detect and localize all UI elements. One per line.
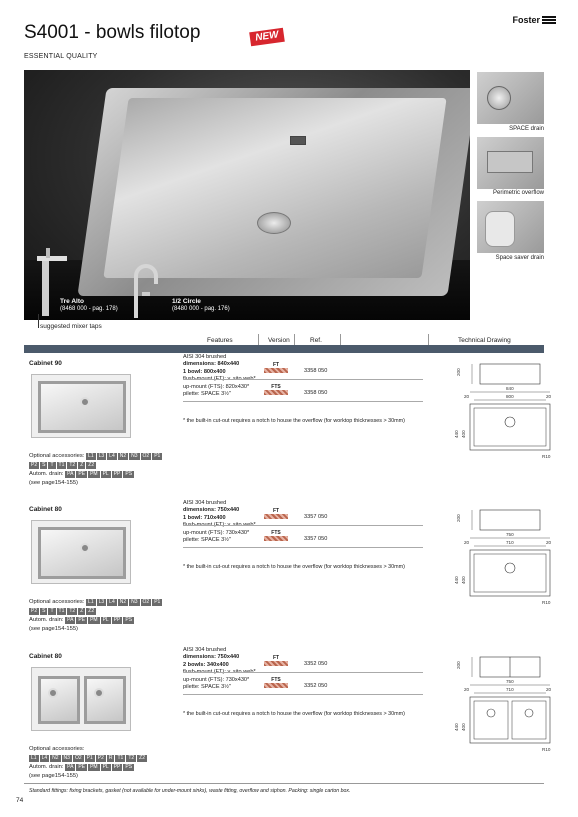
tap-name-2: 1/2 Circle (172, 298, 201, 305)
dim-h-in: 400 (461, 576, 466, 584)
drain-icon (48, 688, 58, 698)
col-drawing: Technical Drawing (458, 337, 511, 344)
tap-half-circle-icon (128, 262, 164, 318)
dim-radius: R10 (542, 454, 551, 459)
thumb-label-space-saver: Space saver drain (495, 255, 544, 261)
version-swatch (264, 683, 288, 688)
version-label: FTS (271, 384, 281, 390)
dim-h-out: 440 (454, 723, 459, 731)
version-badge (264, 384, 288, 395)
acc-chip[interactable]: P1 (154, 453, 161, 459)
tap-ref-1: (8468 000 - pag. 178) (60, 306, 118, 312)
drain-chip[interactable]: PS (125, 617, 133, 623)
acc-chip[interactable]: R (108, 755, 113, 761)
dim-w-out: 750 (506, 532, 514, 537)
tap-name-1: Tre Alto (60, 298, 84, 305)
thumb-overflow (477, 137, 544, 189)
spec-line: pilette: SPACE 3½" (183, 684, 231, 690)
overflow-slot-icon (290, 136, 306, 145)
row-rule (183, 547, 423, 548)
dim-radius: R10 (542, 747, 551, 752)
product-photo (31, 520, 131, 584)
page-subtitle: ESSENTIAL QUALITY (24, 53, 98, 60)
dim-h-out: 440 (454, 430, 459, 438)
acc-row (29, 461, 163, 470)
technical-drawing (450, 354, 560, 464)
dim-top-h: 200 (456, 661, 461, 669)
drain-chip[interactable]: PM (90, 471, 98, 477)
acc-chip[interactable]: L4 (109, 599, 115, 605)
version-label: FTS (271, 677, 281, 683)
version-label: FT (272, 655, 280, 661)
acc-row (29, 754, 148, 763)
acc-label: Optional accessories: (29, 746, 85, 752)
acc-row (29, 452, 163, 461)
acc-chip[interactable]: N3 (131, 599, 138, 605)
dim-w-in: 710 (506, 540, 514, 545)
col-divider (428, 334, 429, 345)
version-swatch (264, 368, 288, 373)
acc-chip[interactable]: P1 (154, 599, 161, 605)
dim-m-left: 20 (464, 394, 470, 399)
spec-line: dimensions: 840x440 (183, 361, 240, 368)
drain-chip[interactable]: PP (113, 471, 121, 477)
drain-chip[interactable]: PL (102, 764, 109, 770)
acc-chip[interactable]: T2 (128, 755, 135, 761)
drain-chip[interactable]: PM (90, 764, 98, 770)
drain-chip[interactable]: PL (102, 617, 109, 623)
see-page: (see page154-155) (29, 480, 78, 486)
dim-m-right: 20 (546, 540, 552, 545)
acc-chip[interactable]: T2 (69, 608, 76, 614)
page-number: 74 (16, 797, 24, 804)
spec-line: pilette: SPACE 3½" (183, 537, 231, 543)
acc-chip[interactable]: S (42, 462, 46, 468)
spec-line: pilette: SPACE 3½" (183, 391, 231, 397)
drain-chip[interactable]: PS (125, 471, 133, 477)
acc-chip[interactable]: Z2 (139, 755, 146, 761)
ref-code: 3352 050 (304, 683, 328, 689)
spec-line: AISI 304 brushed (183, 354, 227, 360)
drain-chip[interactable]: PM (90, 617, 98, 623)
dim-h-out: 440 (454, 576, 459, 584)
row-rule (183, 401, 423, 402)
acc-chip[interactable]: P2 (31, 608, 38, 614)
header-rule (24, 345, 544, 353)
version-swatch (264, 661, 288, 666)
drain-icon (257, 212, 291, 234)
ref-code: 3358 050 (304, 390, 328, 396)
acc-chip[interactable]: L3 (98, 453, 105, 459)
drain-chip[interactable]: PA (67, 764, 74, 770)
acc-chip[interactable]: Z2 (88, 462, 95, 468)
spec-line: up-mount (FTS): 730x430* (183, 529, 250, 536)
version-badge (264, 362, 288, 373)
drain-chip[interactable]: PS (125, 764, 133, 770)
dim-w-out: 750 (506, 679, 514, 684)
acc-chip[interactable]: T (50, 462, 54, 468)
acc-chip[interactable]: Z (80, 608, 84, 614)
acc-chip[interactable]: T1 (58, 608, 65, 614)
spec-line: up-mount (FTS): 820x430* (183, 383, 250, 390)
col-ref: Ref. (310, 337, 322, 344)
acc-chip[interactable]: Z2 (88, 608, 95, 614)
drain-icon (80, 397, 90, 407)
dim-radius: R10 (542, 600, 551, 605)
dim-w-out: 840 (506, 386, 514, 391)
spec-line: up-mount (FTS): 730x430* (183, 676, 250, 683)
drain-chip[interactable]: PP (113, 764, 121, 770)
drain-label: Autom. drain: (29, 764, 64, 770)
acc-chip[interactable]: N3 (63, 755, 70, 761)
acc-chip[interactable]: L3 (98, 599, 105, 605)
acc-label: Optional accessories: (29, 453, 85, 459)
acc-chip[interactable]: L1 (31, 755, 37, 761)
dim-m-left: 20 (464, 687, 470, 692)
drain-chip[interactable]: PL (102, 471, 109, 477)
thumb-label-overflow: Perimetric overflow (492, 190, 544, 196)
acc-chip[interactable]: N2 (119, 453, 127, 459)
technical-drawing (450, 500, 560, 610)
brand-logo: Foster (512, 15, 540, 25)
acc-chip[interactable]: T1 (58, 462, 65, 468)
acc-chip[interactable]: L1 (88, 599, 94, 605)
acc-chip[interactable]: T1 (117, 755, 124, 761)
product-photo (31, 667, 131, 731)
footer-rule (24, 783, 544, 784)
section-title: Cabinet 80 (29, 653, 62, 660)
version-swatch (264, 514, 288, 519)
thumb-space-drain (477, 72, 544, 124)
acc-chip[interactable]: P1 (86, 755, 93, 761)
version-label: FTS (271, 530, 281, 536)
suggested-taps-label: suggested mixer taps (40, 323, 102, 330)
row-rule (183, 525, 423, 526)
see-page: (see page154-155) (29, 773, 78, 779)
spec-line: AISI 304 brushed (183, 647, 227, 653)
row-rule (183, 379, 423, 380)
acc-chip[interactable]: T (50, 608, 54, 614)
acc-chip[interactable]: N3 (131, 453, 138, 459)
acc-chip[interactable]: T2 (69, 462, 76, 468)
col-divider (294, 334, 295, 345)
drain-row (29, 763, 148, 772)
version-badge (264, 530, 288, 541)
accessories-block (29, 745, 148, 781)
cutout-note: * the built-in cut-out requires a notch to house the overflow (for worktop thicknesses > 30mm) (183, 418, 405, 424)
acc-chip[interactable]: S (42, 608, 46, 614)
drain-chip[interactable]: PA (67, 471, 74, 477)
hero-image (24, 70, 470, 320)
technical-drawing (450, 647, 560, 757)
spec-line: 2 bowls: 340x400 (183, 661, 229, 668)
brand-mark-icon (542, 16, 556, 25)
ref-code: 3352 050 (304, 661, 328, 667)
spec-line: 1 bowl: 800x400 (183, 368, 226, 375)
dim-h-in: 400 (461, 723, 466, 731)
col-divider (258, 334, 259, 345)
accessories-block (29, 452, 163, 488)
drain-row (29, 470, 163, 479)
ref-code: 3357 050 (304, 536, 328, 542)
acc-chip[interactable]: O2 (142, 453, 150, 459)
acc-chip[interactable]: Z (80, 462, 84, 468)
drain-chip[interactable]: PE (78, 471, 86, 477)
dim-top-h: 200 (456, 514, 461, 522)
version-badge (264, 677, 288, 688)
drain-chip[interactable]: PA (67, 617, 74, 623)
section-title: Cabinet 80 (29, 506, 62, 513)
dim-m-right: 20 (546, 394, 552, 399)
acc-chip[interactable]: O2 (74, 755, 82, 761)
version-label: FT (272, 508, 280, 514)
suggest-line (38, 314, 39, 328)
spec-line: dimensions: 750x440 (183, 654, 240, 661)
dim-m-left: 20 (464, 540, 470, 545)
acc-label: Optional accessories: (29, 599, 85, 605)
drain-label: Autom. drain: (29, 471, 64, 477)
see-page: (see page154-155) (29, 626, 78, 632)
dim-m-right: 20 (546, 687, 552, 692)
tap-label-2 (172, 298, 230, 313)
drain-row (29, 616, 163, 625)
acc-chip[interactable]: L1 (88, 453, 94, 459)
version-badge (264, 655, 288, 666)
spec-line: 1 bowl: 710x400 (183, 514, 226, 521)
acc-chip[interactable]: O2 (142, 599, 150, 605)
section-title: Cabinet 90 (29, 360, 62, 367)
page-title: S4001 - bowls filotop (24, 22, 201, 43)
ref-code: 3358 050 (304, 368, 328, 374)
new-badge: NEW (249, 28, 285, 47)
acc-chip[interactable]: L4 (109, 453, 115, 459)
thumb-label-space-drain: SPACE drain (509, 126, 544, 132)
dim-h-in: 400 (461, 430, 466, 438)
acc-chip[interactable]: N2 (52, 755, 59, 761)
acc-chip[interactable]: P2 (31, 462, 38, 468)
acc-chip[interactable]: P2 (97, 755, 104, 761)
col-features: Features (207, 337, 233, 344)
footer-text: Standard fittings: fixing brackets, gasket (not available for under-mount sinks), waste fitting, overflow and siphon. Packing: single carton box. (29, 788, 351, 794)
acc-chip[interactable]: N2 (119, 599, 127, 605)
dim-w-in: 800 (506, 394, 514, 399)
spec-line: AISI 304 brushed (183, 500, 227, 506)
ref-code: 3357 050 (304, 514, 328, 520)
cutout-note: * the built-in cut-out requires a notch to house the overflow (for worktop thicknesses > 30mm) (183, 564, 405, 570)
drain-chip[interactable]: PE (78, 617, 86, 623)
drain-chip[interactable]: PP (113, 617, 121, 623)
dim-w-in: 710 (506, 687, 514, 692)
version-swatch (264, 536, 288, 541)
product-photo (31, 374, 131, 438)
col-divider (340, 334, 341, 345)
row-rule (183, 672, 423, 673)
row-rule (183, 694, 423, 695)
acc-chip[interactable]: L4 (41, 755, 48, 761)
acc-row (29, 607, 163, 616)
drain-icon (80, 543, 90, 553)
version-badge (264, 508, 288, 519)
thumb-space-saver (477, 201, 544, 253)
cutout-note: * the built-in cut-out requires a notch to house the overflow (for worktop thicknesses > 30mm) (183, 711, 405, 717)
drain-label: Autom. drain: (29, 617, 64, 623)
accessories-block (29, 598, 163, 634)
drain-chip[interactable]: PE (78, 764, 86, 770)
dim-top-h: 200 (456, 368, 461, 376)
tap-ref-2: (8480 000 - pag. 176) (172, 306, 230, 312)
col-version: Version (268, 337, 290, 344)
tap-label-1 (60, 298, 118, 313)
version-swatch (264, 390, 288, 395)
sink-bowl (103, 98, 446, 278)
version-label: FT (272, 362, 280, 368)
spec-line: dimensions: 750x440 (183, 507, 240, 514)
acc-row (29, 598, 163, 607)
drain-icon (94, 688, 104, 698)
